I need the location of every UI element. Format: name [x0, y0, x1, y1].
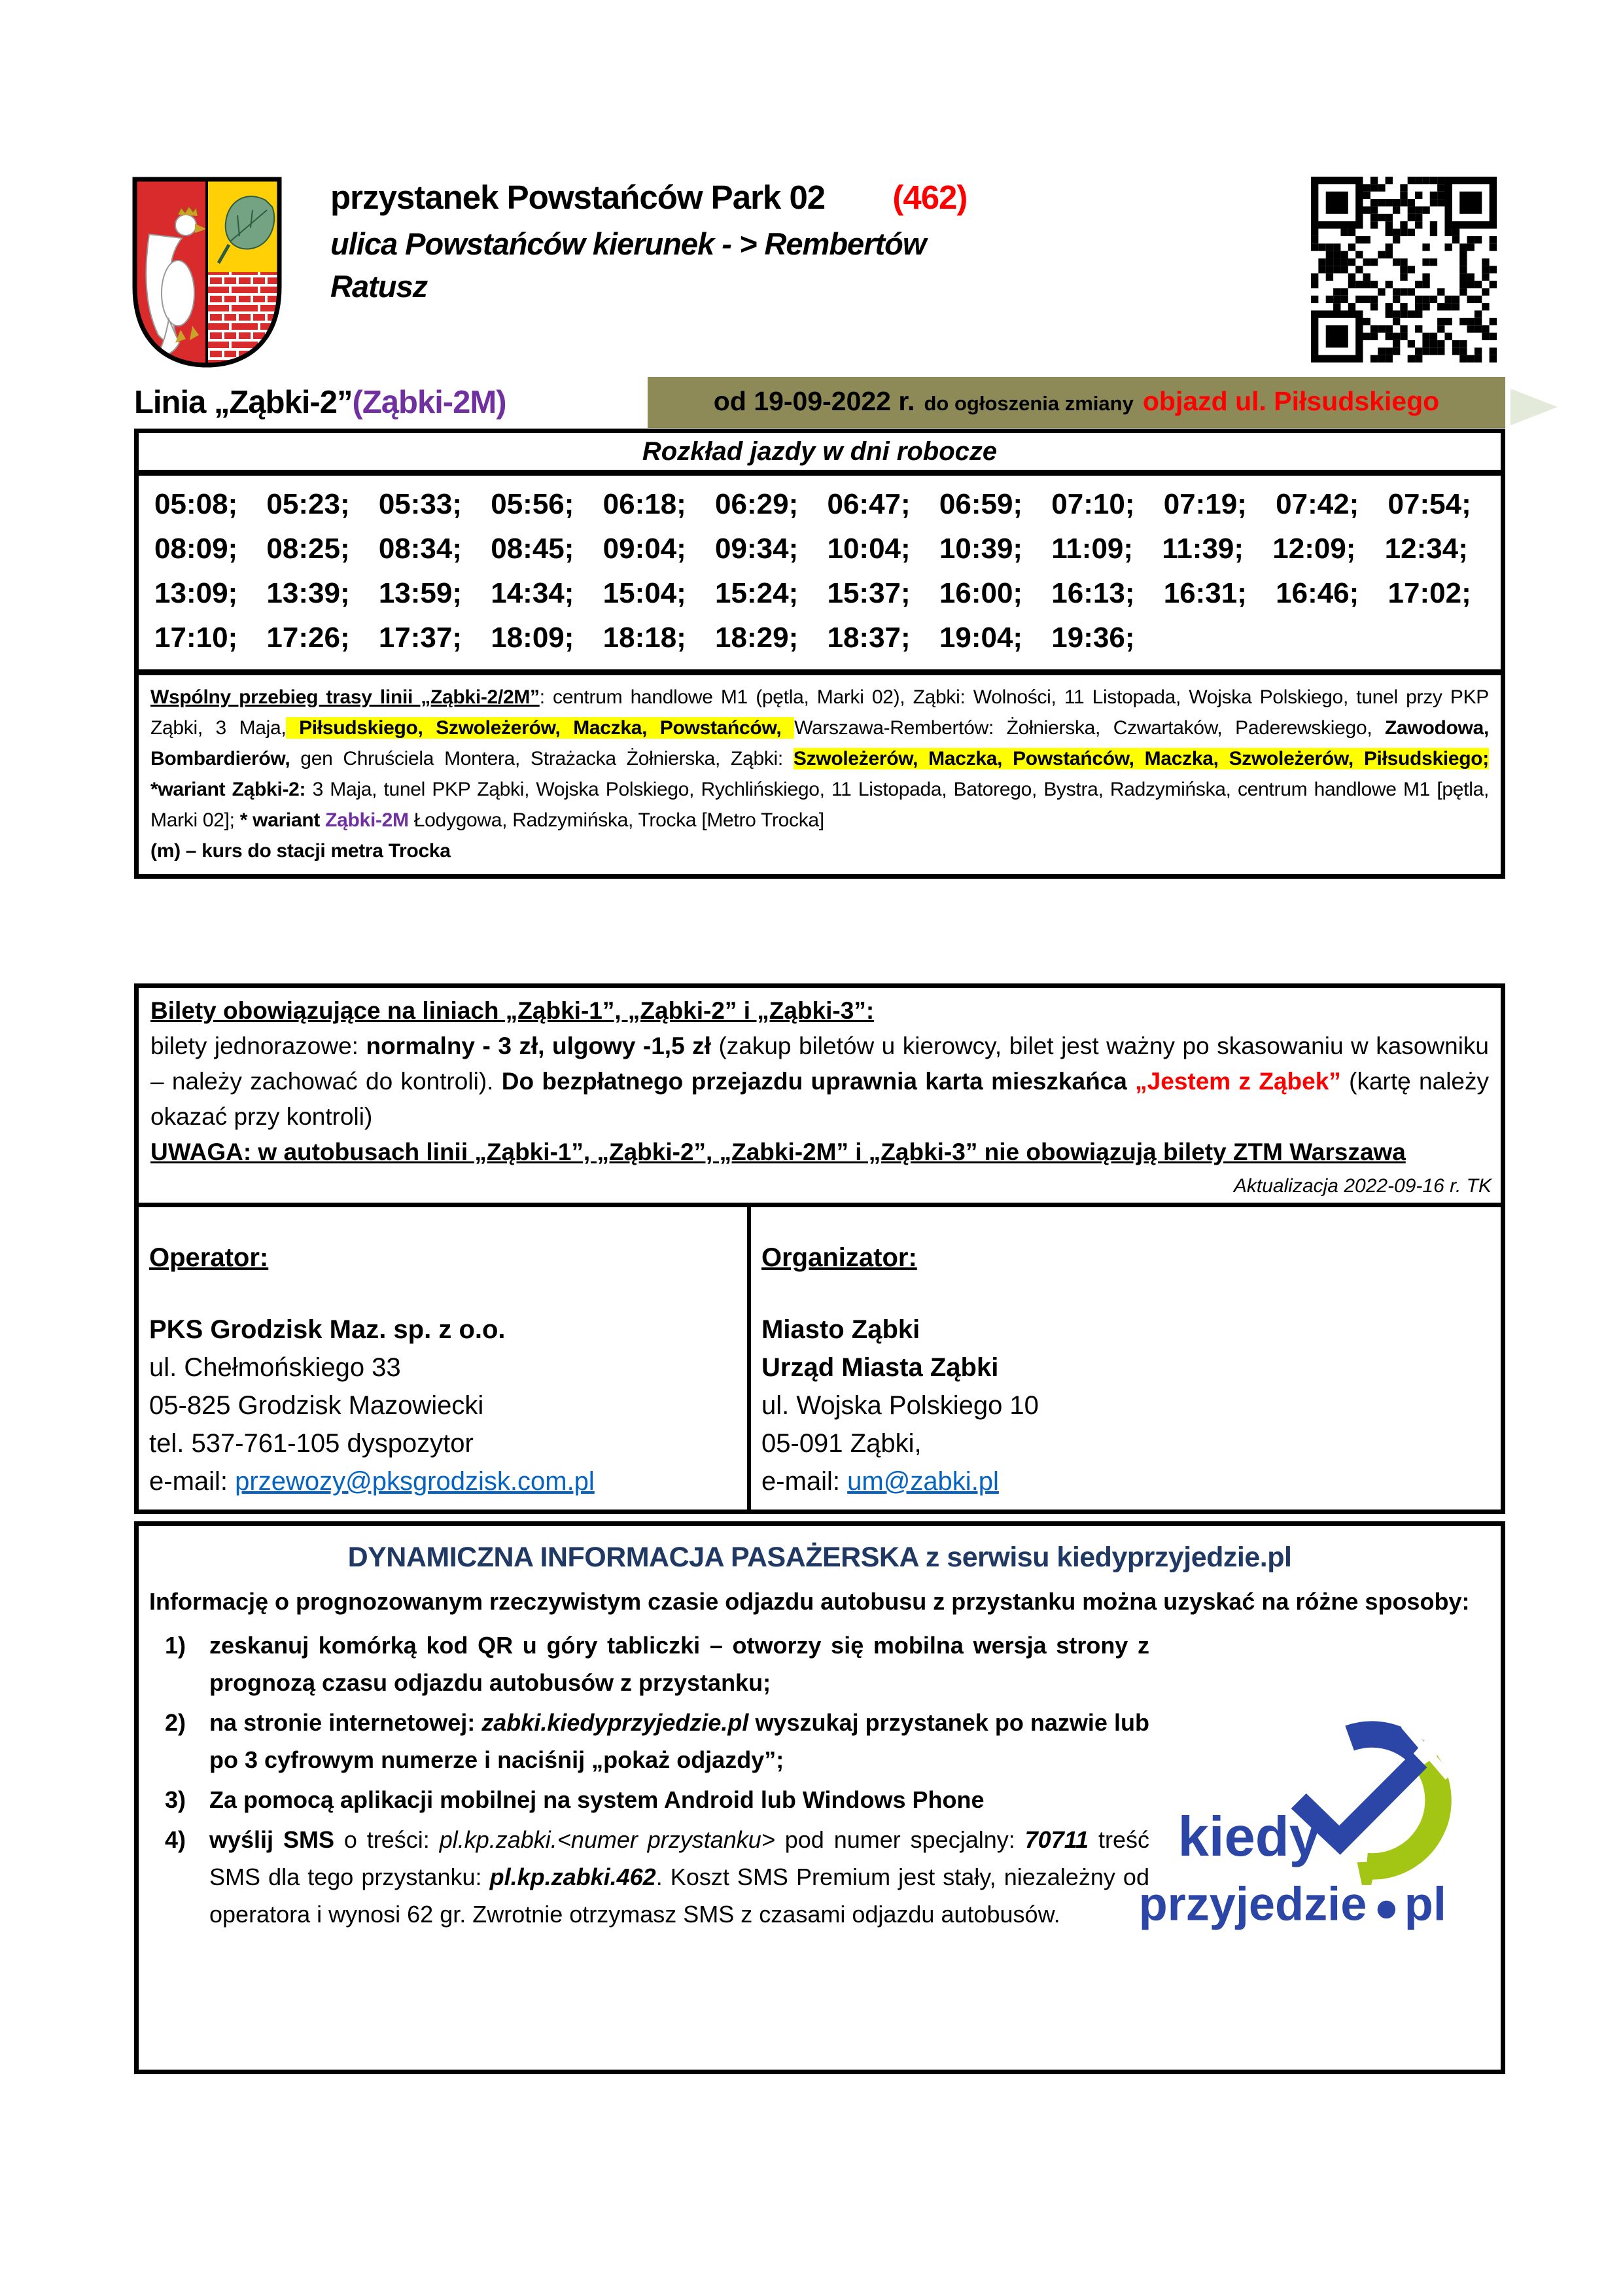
tickets-heading: Bilety obowiązujące na liniach „Ząbki-1”, „Ząbki-2” i „Ząbki-3”:	[150, 997, 875, 1024]
logo-word-top: kiedy	[1178, 1806, 1321, 1869]
decorative-triangle	[1510, 389, 1558, 425]
route-heading: Wspólny przebieg trasy linii „Ząbki-2/2M”	[150, 686, 540, 708]
route-highlight-2: Szwoleżerów, Maczka, Powstańców, Maczka, Szwoleżerów, Piłsudskiego;	[793, 748, 1489, 769]
organizer-heading: Organizator:	[761, 1243, 917, 1272]
stop-direction-2: Ratusz	[330, 269, 428, 304]
route-variant-2m: Ząbki-2M	[325, 809, 409, 831]
sms-number: 70711	[1024, 1826, 1089, 1853]
tickets-prices: bilety jednorazowe: normalny - 3 zł, ulgowy -1,5 zł (zakup biletów u kierowcy, bilet jest ważny po skasowaniu w kasowniku – należy zachować do kontroli). Do bezpłatnego przejazdu uprawnia karta mieszkańca „Jestem z Ząbek” (kartę należy okazać przy kontroli)	[150, 1033, 1490, 1130]
operator-email-link[interactable]: przewozy@pksgrodzisk.com.pl	[235, 1467, 595, 1496]
operator-heading: Operator:	[149, 1243, 269, 1272]
list-item: 2) na stronie internetowej: zabki.kiedyprzyjedzie.pl wyszukaj przystanek po nazwie lub po 3 cyfrowym numerze i naciśnij „pokaż odjazdy”;	[165, 1709, 1149, 1773]
organizer-cell	[751, 1207, 1501, 1510]
validity-bar	[648, 377, 1505, 428]
ticket-prices-bold: normalny - 3 zł, ulgowy -1,5 zł	[366, 1033, 719, 1059]
stop-number: (462)	[892, 179, 968, 216]
operator-email-line: e-mail: przewozy@pksgrodzisk.com.pl	[149, 1467, 595, 1496]
list-item: 1) zeskanuj komórką kod QR u góry tabliczki – otworzy się mobilna wersja strony z prognozą czasu odjazdu autobusów z przystanku;	[165, 1632, 1149, 1696]
operator-city: 05-825 Grodzisk Mazowiecki	[149, 1391, 484, 1420]
operator-cell	[139, 1207, 751, 1510]
organizer-city: 05-091 Ząbki,	[761, 1429, 922, 1458]
website-url: zabki.kiedyprzyjedzie.pl	[481, 1709, 749, 1736]
organizer-email-link[interactable]: um@zabki.pl	[847, 1467, 999, 1496]
line-title	[134, 377, 648, 428]
info-list	[165, 1627, 1149, 1933]
resident-card-name: „Jestem z Ząbek”	[1135, 1068, 1341, 1095]
info-title: DYNAMICZNA INFORMACJA PASAŻERSKA z serwisu kiedyprzyjedzie.pl	[347, 1542, 1292, 1573]
sms-template: pl.kp.zabki.<numer przystanku>	[439, 1826, 775, 1853]
logo-tld: pl	[1404, 1878, 1446, 1931]
stop-name: przystanek Powstańców Park 02	[330, 179, 826, 216]
route-description: Wspólny przebieg trasy linii „Ząbki-2/2M”: centrum handlowe M1 (pętla, Marki 02), Ząbki: Wolności, 11 Listopada, Wojska Polskiego, tunel przy PKP Ząbki, 3 Maja, Piłsudskiego, Szwoleżerów, Maczka, Powstańców, Warszawa-Rembertów: Żołnierska, Czwartaków, Paderewskiego, Zawodowa, Bombardierów, gen Chruściela Montera, Strażacka Żołnierska, Ząbki: Szwoleżerów, Maczka, Powstańców, Maczka, Szwoleżerów, Piłsudskiego; *wariant Ząbki-2: 3 Maja, tunel PKP Ząbki, Wojska Polskiego, Rychlińskiego, 11 Listopada, Batorego, Bystra, Radzymińska, centrum handlowe M1 [pętla, Marki 02]; * wariant Ząbki-2M Łodygowa, Radzymińska, Trocka [Metro Trocka] (m) – kurs do stacji metra Trocka	[139, 669, 1501, 874]
operator-phone: tel. 537-761-105 dyspozytor	[149, 1429, 474, 1458]
stop-direction: ulica Powstańców kierunek - > Rembertów	[330, 226, 926, 261]
timetable-heading: Rozkład jazdy w dni robocze	[139, 433, 1501, 476]
sms-code-this-stop: pl.kp.zabki.462	[489, 1863, 656, 1890]
timetable-table	[134, 429, 1505, 879]
qr-code-icon	[1303, 173, 1505, 366]
logo-word-bottom: przyjedzie	[1138, 1878, 1367, 1931]
dynamic-info-box	[134, 1521, 1505, 2074]
tickets-table	[134, 983, 1505, 1514]
update-note: Aktualizacja 2022-09-16 r. TK	[1233, 1175, 1492, 1197]
zabki-coat-of-arms-icon	[130, 174, 285, 370]
stop-title	[330, 178, 1285, 217]
line-name: Linia „Ząbki-2”	[134, 385, 353, 420]
tickets-info	[139, 988, 1501, 1174]
detour-note: objazd ul. Piłsudskiego	[1142, 386, 1440, 416]
operator-organizer-row	[139, 1203, 1501, 1510]
info-intro: Informację o prognozowanym rzeczywistym czasie odjazdu autobusu z przystanku można uzyskać na różne sposoby:	[149, 1588, 1470, 1615]
metro-note: (m) – kurs do stacji metra Trocka	[150, 840, 451, 862]
kiedyprzyjedzie-logo	[1136, 1660, 1467, 1974]
departure-times: 05:08; 05:23; 05:33; 05:56; 06:18; 06:29; 06:47; 06:59; 07:10; 07:19; 07:42; 07:54; 08:09; 08:25; 08:34; 08:45; 09:04; 09:34; 10:04; 10:39; 11:09; 11:39; 12:09; 12:34; 13:09; 13:39; 13:59; 14:34; 15:04; 15:24; 15:37; 16:00; 16:13; 16:31; 16:46; 17:02; 17:10; 17:26; 17:37; 18:09; 18:18; 18:29; 18:37; 19:04; 19:36;	[154, 488, 1471, 654]
valid-note: do ogłoszenia zmiany	[924, 392, 1134, 415]
header	[330, 178, 1285, 304]
organizer-street: ul. Wojska Polskiego 10	[761, 1391, 1039, 1420]
organizer-email-line: e-mail: um@zabki.pl	[761, 1467, 999, 1496]
ztm-warning: UWAGA: w autobusach linii „Ząbki-1”, „Ząbki-2”, „Zabki-2M” i „Ząbki-3” nie obowiązują bilety ZTM Warszawa	[150, 1139, 1406, 1165]
list-item: 4) wyślij SMS o treści: pl.kp.zabki.<numer przystanku> pod numer specjalny: 70711 treść SMS dla tego przystanku: pl.kp.zabki.462. Koszt SMS Premium jest stały, niezależny od operatora i wynosi 62 gr. Zwrotnie otrzymasz SMS z czasami odjazdu autobusów.	[165, 1826, 1149, 1928]
route-highlight-1: Piłsudskiego, Szwoleżerów, Maczka, Powstańców,	[286, 717, 795, 739]
operator-name: PKS Grodzisk Maz. sp. z o.o.	[149, 1315, 506, 1344]
organizer-name-1: Miasto Ząbki	[761, 1315, 920, 1344]
valid-from: od 19-09-2022 r.	[713, 386, 915, 416]
organizer-name-2: Urząd Miasta Ząbki	[761, 1353, 999, 1382]
line-variant: (Ząbki-2M)	[352, 385, 506, 420]
operator-street: ul. Chełmońskiego 33	[149, 1353, 401, 1382]
line-bar	[134, 377, 1505, 428]
list-item: 3) Za pomocą aplikacji mobilnej na system Android lub Windows Phone	[165, 1786, 985, 1813]
logo-dot-icon	[1378, 1901, 1395, 1918]
